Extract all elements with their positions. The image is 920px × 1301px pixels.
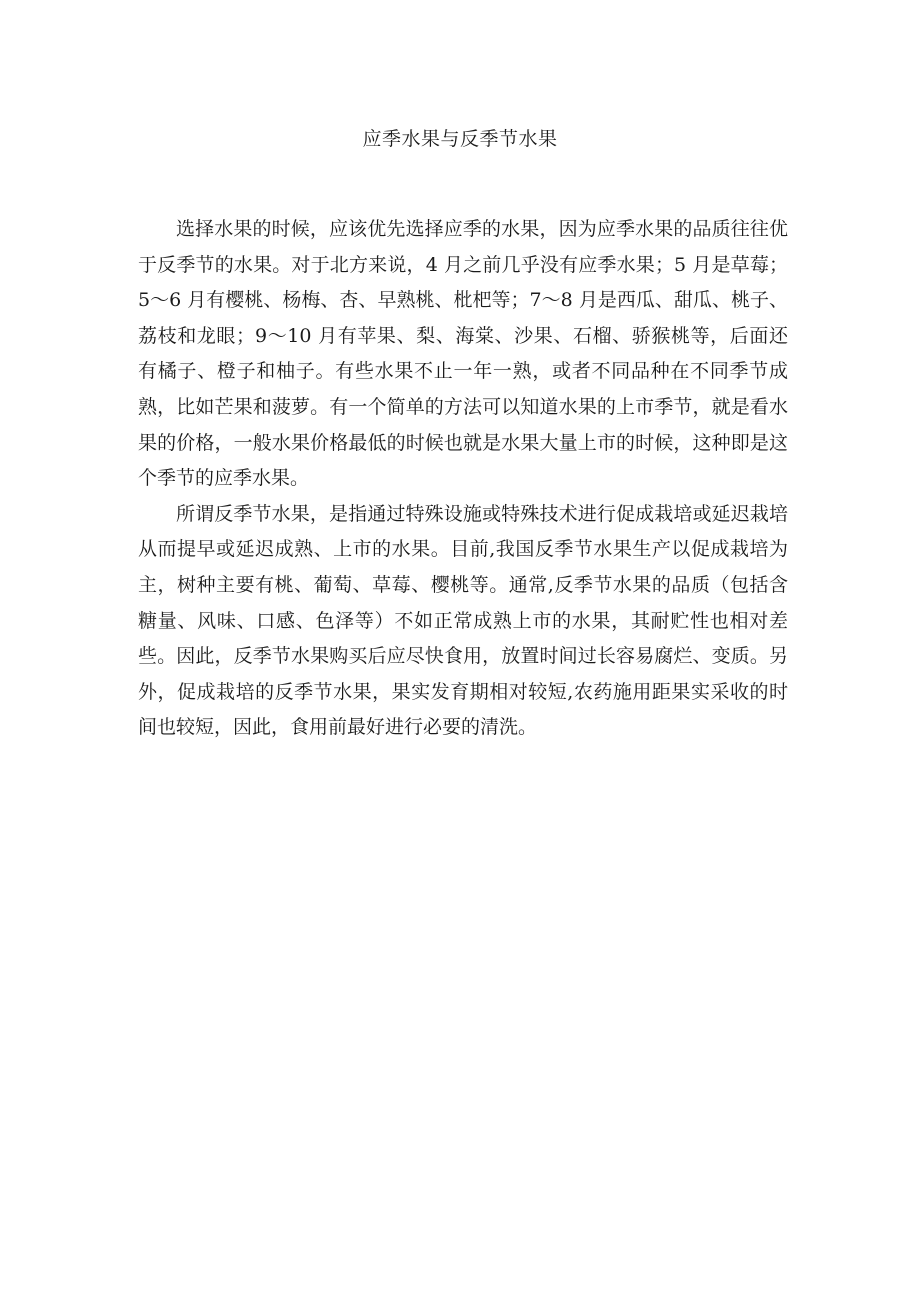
paragraph-off-season-fruit: 所谓反季节水果，是指通过特殊设施或特殊技术进行促成栽培或延迟栽培从而提早或延迟成熟、上市的水果。目前,我国反季节水果生产以促成栽培为主，树种主要有桃、葡萄、草莓、樱桃等。通常,反季节水果的品质（包括含糖量、风味、口感、色泽等）不如正常成熟上市的水果，其耐贮性也相对差些。因此，反季节水果购买后应尽快食用，放置时间过长容易腐烂、变质。另外，促成栽培的反季节水果，果实发育期相对较短,农药施用距果实采收的时间也较短，因此，食用前最好进行必要的清洗。 xyxy=(138,502,788,739)
document-body xyxy=(138,212,788,746)
paragraph-seasonal-fruit: 选择水果的时候，应该优先选择应季的水果，因为应季水果的品质往往优于反季节的水果。对于北方来说，4 月之前几乎没有应季水果；5 月是草莓；5～6 月有樱桃、杨梅、杏、早熟桃、枇杷等；7～8 月是西瓜、甜瓜、桃子、荔枝和龙眼；9～10 月有苹果、梨、海棠、沙果、石榴、骄猴桃等，后面还有橘子、橙子和柚子。有些水果不止一年一熟，或者不同品种在不同季节成熟，比如芒果和菠萝。有一个简单的方法可以知道水果的上市季节，就是看水果的价格，一般水果价格最低的时候也就是水果大量上市的时候，这种即是这个季节的应季水果。 xyxy=(138,218,788,490)
document-title: 应季水果与反季节水果 xyxy=(362,128,558,150)
